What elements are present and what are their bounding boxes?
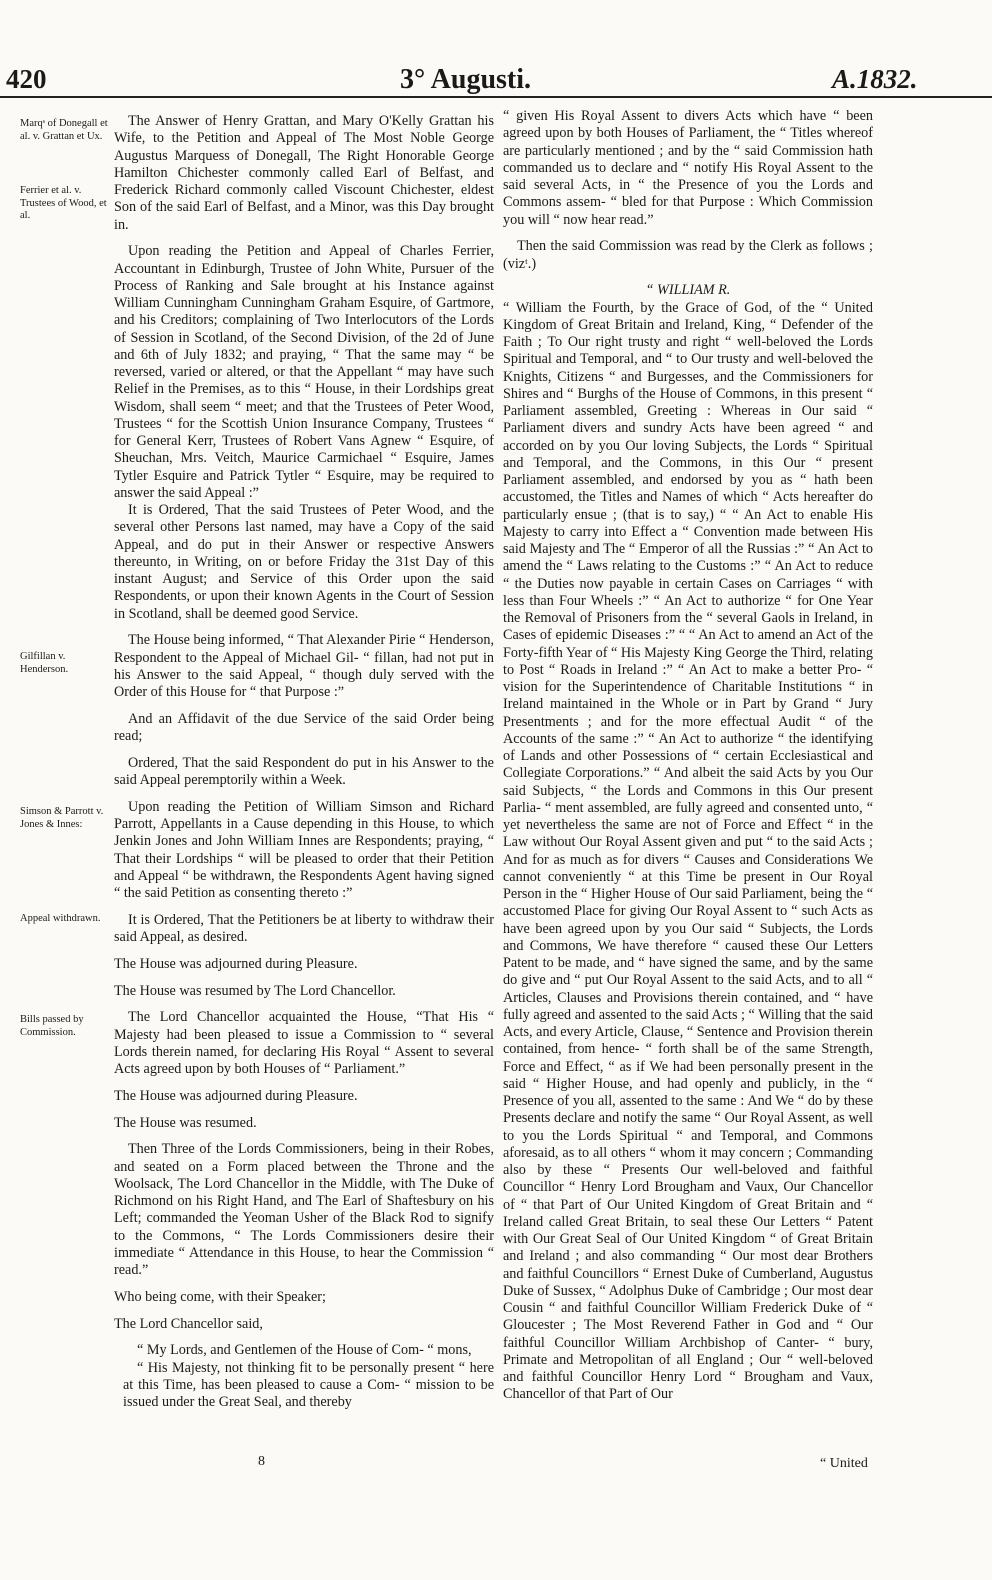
margin-notes [20, 116, 112, 1496]
margin-note: Appeal withdrawn. [20, 913, 101, 924]
paragraph: “ My Lords, and Gentlemen of the House of Com- “ mons, [137, 1342, 472, 1359]
header-rule [0, 96, 992, 98]
paragraph: And an Affidavit of the due Service of the said Order being read; [114, 710, 494, 744]
paragraph: The House being informed, “ That Alexander Pirie “ Henderson, Respondent to the Appeal of Michael Gil- “ fillan, had not put in his Answer to the said Appeal, “ though duly served with the Order of this House for “ that Purpose :” [114, 632, 494, 700]
left-column [114, 108, 494, 1421]
page-header [0, 0, 992, 100]
paragraph: Upon reading the Petition and Appeal of Charles Ferrier, Accountant in Edinburgh, Trustee of John White, Pursuer of the Process of Ranking and Sale brought at his Instance against William Cunningham Cunningham Graham Esquire, of Gartmore, and his Creditors; complaining of Two Interlocutors of the Lords of Session in Scotland, of the Second Division, of the 2d of June and 6th of July 1832; and praying, “ That the same may “ be reversed, varied or altered, or that the Appellant “ may have such Relief in the Premises, as to this “ House, in their Lordships great Wisdom, shall seem “ meet; and that the Trustees of Peter Wood, Trustees “ for the Scottish Union Insurance Company, Trustees “ for General Kerr, Trustees of Robert Vans Agnew “ Esquire, of Sheuchan, Mrs. Veitch, Maurice Carmichael “ Esquire, James Tytler Esquire and Patrick Tytler “ Esquire, may be required to answer the said Appeal :” [114, 243, 494, 501]
paragraph: The Lord Chancellor said, [114, 1315, 263, 1332]
paragraph: Who being come, with their Speaker; [114, 1288, 326, 1305]
paragraph: It is Ordered, That the Petitioners be at liberty to withdraw their said Appeal, as desired. [114, 911, 494, 945]
paragraph: The House was adjourned during Pleasure. [114, 1087, 358, 1104]
paragraph: The House was resumed. [114, 1114, 257, 1131]
paragraph: Then Three of the Lords Commissioners, being in their Robes, and seated on a Form placed between the Throne and the Woolsack, The Lord Chancellor in the Middle, with The Duke of Richmond on his Right Hand, and The Earl of Shaftesbury on his Left; commanded the Yeoman Usher of the Black Rod to signify to the Commons, “ The Lords Commissioners desire their immediate “ Attendance in this House, to hear the Commission “ read.” [114, 1141, 494, 1278]
date-title: 3° Augusti. [400, 64, 532, 95]
paragraph: The Lord Chancellor acquainted the House, “That His “ Majesty had been pleased to issue a Commission to “ several Lords therein named, for declaring His Royal “ Assent to several Acts agreed upon by both Houses of “ Parliament.” [114, 1009, 494, 1077]
paragraph: It is Ordered, That the said Trustees of Peter Wood, and the several other Persons last named, may have a Copy of the said Appeal, and do put in their Answer or respective Answers thereunto, in Writing, on or before Friday the 31st Day of this instant August; and Service of this Order upon the said Respondents, or upon their known Agents in the Court of Session in Scotland, shall be deemed good Service. [114, 502, 494, 622]
margin-note: Marqˢ of Donegall et al. v. Grattan et Ux. [20, 118, 108, 142]
paragraph: “ William the Fourth, by the Grace of God, of the “ United Kingdom of Great Britain and Ireland, King, “ Defender of the Faith ; To Our right trusty and right “ well-beloved the Lords Spiritual and Temporal, and “ to Our trusty and well-beloved the Knights, Citizens “ and Burgesses, and the Commissioners for Shires and “ Burghs of the House of Commons, in this present “ Parliament assembled, Greeting : Whereas in Our said “ Parliament divers and sundry Acts have been agreed “ and accorded on by you Our loving Subjects, the Lords “ Spiritual and Temporal, and the Commons, in this Our “ present Parliament assembled, and endorsed by you as “ hath been accustomed, the Titles and Names of which “ Acts hereafter do particularly ensue ; (that is to say,) “ “ An Act to enable His Majesty to carry into Effect a “ Convention made between His said Majesty and The “ Emperor of all the Russias :” “ An Act to amend the “ Laws relating to the Customs :” “ An Act to reduce “ the Duties now payable in certain Cases on Carriages “ with less than Four Wheels :” “ An Act to authorize “ for One Year the Removal of Prisoners from the “ several Gaols in Ireland, in Cases of epidemic Diseases :” “ “ An Act to amend an Act of the Forty-fifth Year of “ His Majesty King George the Third, relating to Post “ Roads in Ireland :” “ An Act to make a better Pro- “ vision for the Superintendence of Charitable Institutions “ in Ireland maintained in the Whole or in Part by Grand “ Jury Presentments ; and for the more effectual Audit “ of the Accounts of the same :” “ An Act to authorize “ the identifying of Lands and other Possessions of “ certain Ecclesiastical and Collegiate Corporations.” “ And albeit the said Acts by you Our said Subjects, “ the Lords and Commons in this Our present Parlia- “ ment assembled, are fully agreed and consented unto, “ yet nevertheless the same are not of Force and Effect “ in the Law without Our Royal Assent given and put “ to the said Acts ; And for as much as for divers “ Causes and Considerations We cannot conveniently “ at this Time be present in Our Royal Person in the “ Higher House of Our said Parliament, being the “ accustomed Place for giving Our Royal Assent to “ such Acts as have been agreed upon by you Our said “ Subjects, the Lords and Commons, We have therefore “ caused these Our Letters Patent to be made, and “ have signed the same, and by the same do give and “ put Our Royal Assent to the said Acts, and to all “ Articles, Clauses and Provisions therein contained, and “ have fully agreed and assented to the said Acts ; “ Willing that the said Acts, and every Article, Clause, “ Sentence and Provision therein contained, from hence- “ forth shall be of the same Strength, Force and Effect, “ as if We had been personally present in the said “ Higher House, and had openly and publicly, in the “ Presence of you all, assented to the same : And We “ do by these Presents declare and notify the same “ Our Royal Assent, as well to you the Lords Spiritual “ and Temporal, and Commons aforesaid, as to all others “ whom it may concern ; Commanding also by these “ Presents Our well-beloved and faithful Councillor “ Henry Lord Brougham and Vaux, Our Chancellor of “ that Part of Our United Kingdom of Great Britain and “ Ireland called Great Britain, to seal these Our Letters “ Patent with Our Great Seal of Our United Kingdom “ of Great Britain and Ireland ; and also commanding “ Our most dear Brothers and faithful Councillors “ Ernest Duke of Cumberland, Augustus Duke of Sussex, “ Adolphus Duke of Cambridge ; Our most dear Cousin “ and faithful Councillor William Frederick Duke of “ Gloucester ; The Most Reverend Father in God and “ Our faithful Councillor William Archbishop of Canter- “ bury, Primate and Metropolitan of all England ; Our “ well-beloved and faithful Councillor Henry Lord “ Brougham and Vaux, Chancellor of that Part of Our [503, 299, 873, 1403]
catchword: “ United [820, 1456, 868, 1471]
margin-note: Ferrier et al. v. Trustees of Wood, et al. [20, 185, 107, 221]
paragraph: Ordered, That the said Respondent do put in his Answer to the said Appeal peremptorily within a Week. [114, 754, 494, 788]
paragraph: Then the said Commission was read by the Clerk as follows ; (vizᵗ.) [503, 238, 873, 272]
year-label: A.1832. [832, 64, 918, 94]
paragraph: “ His Majesty, not thinking fit to be personally present “ here at this Time, has been pleased to cause a Com- “ mission to be issued under the Great Seal, and thereby [123, 1359, 494, 1410]
page-number: 420 [6, 64, 47, 94]
margin-note: Simson & Parrott v. Jones & Innes: [20, 806, 104, 830]
royal-signature: “ WILLIAM R. [645, 282, 731, 299]
paragraph: The House was adjourned during Pleasure. [114, 955, 358, 972]
margin-note: Gilfillan v. Henderson. [20, 651, 69, 675]
paragraph: The House was resumed by The Lord Chancellor. [114, 982, 396, 999]
paragraph: “ given His Royal Assent to divers Acts which have “ been agreed upon by both Houses of Parliament, the “ Titles whereof are particularly mentioned ; and by the “ said Commission hath commanded us to declare and “ notify His Royal Assent to the said several Acts, in “ the Presence of you the Lords and Commons assem- “ bled for that Purpose : Which Commission you will “ now hear read.” [503, 108, 873, 228]
right-column [503, 108, 873, 1413]
paragraph: The Answer of Henry Grattan, and Mary O'Kelly Grattan his Wife, to the Petition and Appeal of The Most Noble George Augustus Marquess of Donegall, The Right Honorable George Hamilton Chichester commonly called Earl of Belfast, and Frederick Richard commonly called Viscount Chichester, eldest Son of the said Earl of Belfast, and a Minor, was this Day brought in. [114, 113, 494, 233]
paragraph: Upon reading the Petition of William Simson and Richard Parrott, Appellants in a Cause depending in this House, to which Jenkin Jones and John William Innes are Respondents; praying, “ That their Lordships “ will be pleased to order that their Petition and Appeal “ be withdrawn, the Respondents Agent having signed “ the said Petition as consenting thereto :” [114, 798, 494, 901]
margin-note: Bills passed by Commission. [20, 1014, 84, 1038]
signature-mark: 8 [258, 1454, 265, 1469]
